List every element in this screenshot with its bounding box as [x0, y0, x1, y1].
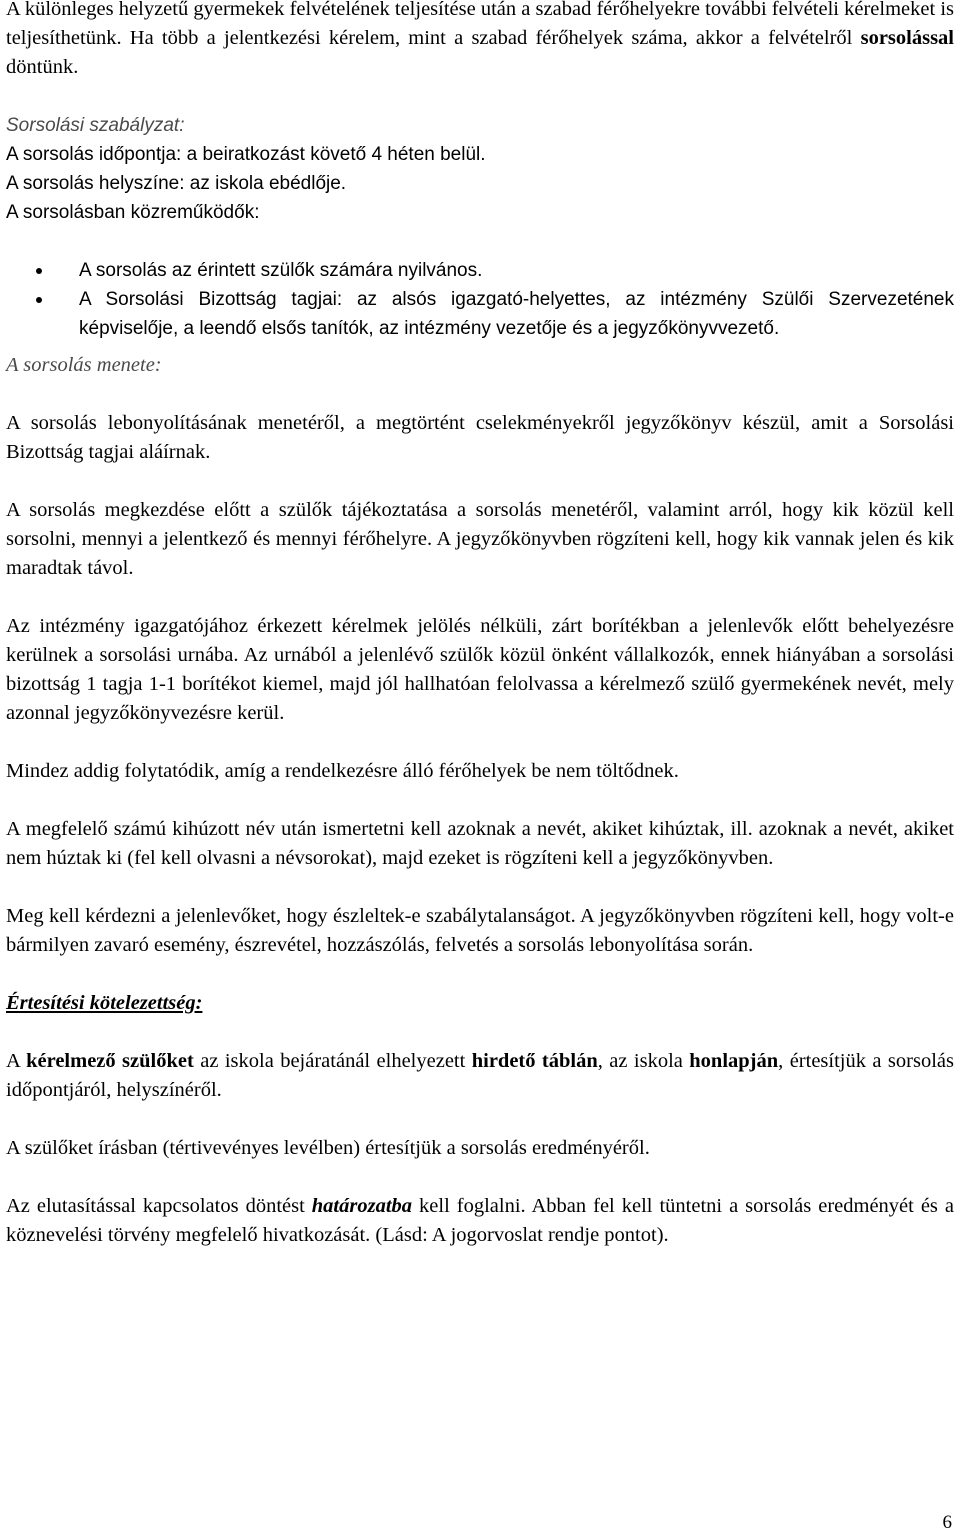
intro-bold-term: sorsolással [860, 27, 954, 49]
notification-heading: Értesítési kötelezettség: [6, 992, 203, 1014]
notification-paragraph-3: Az elutasítással kapcsolatos döntést határozatba kell foglalni. Abban fel kell tüntetni a sorsolás eredményét és a köznevelési törvény megfelelő hivatkozását. (Lásd: A jogorvoslat rendje pontot). [6, 1195, 954, 1246]
process-heading: A sorsolás menete: [6, 354, 162, 376]
list-item: A sorsolás az érintett szülők számára nyilvános. [6, 256, 954, 285]
participants-list [6, 256, 954, 343]
intro-paragraph: A különleges helyzetű gyermekek felvételének teljesítése után a szabad férőhelyekre további felvételi kérelmeket is teljesíthetünk. Ha több a jelentkezési kérelem, mint a szabad férőhelyek száma, akkor a felvételről sorsolással döntünk. [6, 0, 954, 78]
notification-paragraph-1: A kérelmező szülőket az iskola bejáratánál elhelyezett hirdető táblán, az iskola honlapján, értesítjük a sorsolás időpontjáról, helyszínéről. [6, 1050, 954, 1101]
process-paragraph-4: Mindez addig folytatódik, amíg a rendelkezésre álló férőhelyek be nem töltődnek. [6, 760, 679, 782]
process-paragraph-3: Az intézmény igazgatójához érkezett kérelmek jelölés nélküli, zárt borítékban a jelenlevők előtt behelyezésre kerülnek a sorsolási urnába. Az urnából a jelenlévő szülők közül önként vállalkozók, ennek hiányában a sorsolási bizottság 1 tagja 1-1 borítékot kiemel, majd jól hallhatóan felolvassa a kérelmező szülő gyermekének nevét, mely azonnal jegyzőkönyvezésre kerül. [6, 615, 954, 724]
process-paragraph-5: A megfelelő számú kihúzott név után ismertetni kell azoknak a nevét, akiket kihúztak, ill. azoknak a nevét, akiket nem húztak ki (fel kell olvasni a névsorokat), majd ezeket is rögzíteni kell a jegyzőkönyvben. [6, 818, 954, 869]
process-paragraph-2: A sorsolás megkezdése előtt a szülők tájékoztatása a sorsolás menetéről, valamint arról, hogy kik közül kell sorsolni, mennyi a jelentkező és mennyi férőhelyre. A jegyzőkönyvben rögzíteni kell, hogy kik vannak jelen és kik maradtak távol. [6, 499, 954, 579]
rules-participants: A sorsolásban közreműködők: [6, 202, 260, 223]
page-number: 6 [942, 1512, 952, 1533]
rules-time: A sorsolás időpontja: a beiratkozást követő 4 héten belül. [6, 144, 486, 165]
list-item: A Sorsolási Bizottság tagjai: az alsós igazgató-helyettes, az intézmény Szülői Szervezetének képviselője, a leendő elsős tanítók, az intézmény vezetője és a jegyzőkönyvvezető. [6, 285, 954, 343]
rules-heading: Sorsolási szabályzat: [6, 115, 185, 136]
notification-paragraph-2: A szülőket írásban (tértivevényes levélben) értesítjük a sorsolás eredményéről. [6, 1137, 650, 1159]
rules-place: A sorsolás helyszíne: az iskola ebédlője. [6, 173, 347, 194]
bullet-icon [36, 297, 42, 303]
bullet-icon [36, 268, 42, 274]
process-paragraph-1: A sorsolás lebonyolításának menetéről, a megtörtént cselekményekről jegyzőkönyv készül, amit a Sorsolási Bizottság tagjai aláírnak. [6, 412, 954, 463]
process-paragraph-6: Meg kell kérdezni a jelenlevőket, hogy észleltek-e szabálytalanságot. A jegyzőkönyvben rögzíteni kell, hogy volt-e bármilyen zavaró esemény, észrevétel, hozzászólás, felvetés a sorsolás lebonyolítása során. [6, 905, 954, 956]
